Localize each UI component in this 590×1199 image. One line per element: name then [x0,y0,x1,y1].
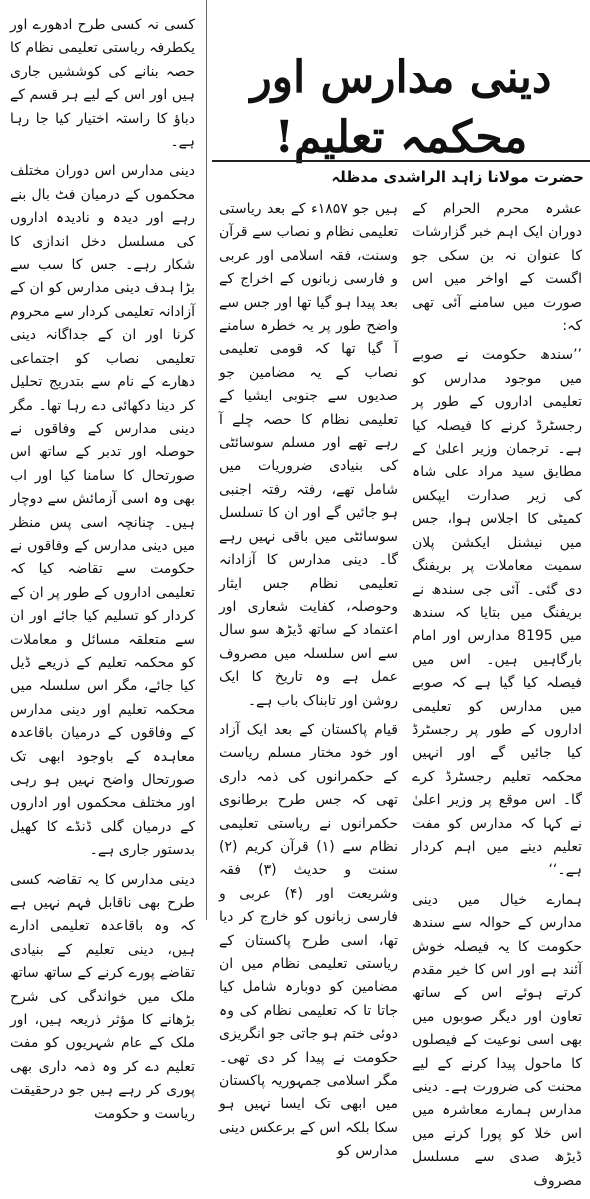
paragraph: قیام پاکستان کے بعد ایک آزاد اور خود مختار مسلم ریاست کے حکمرانوں کی ذمہ داری تھی کہ جس طرح برطانوی حکمرانوں نے ریاستی تعلیمی نظام سے (۱) قرآن کریم (۲) سنت و حدیث (۳) فقہ وشریعت اور (۴) عربی و فارسی زبانوں کو خارج کر دیا تھا، اسی طرح پاکستان کے ریاستی تعلیمی نظام میں ان مضامین کو دوبارہ شامل کیا جاتا تا کہ تعلیمی نظام کی وہ دوئی ختم ہو جاتی جو انگریزی حکومت نے پیدا کر دی تھی۔ مگر اسلامی جمہوریہ پاکستان میں ابھی تک ایسا نہیں ہو سکا بلکہ اس کے برعکس دینی مدارس کو [219,721,399,1160]
column-left [0,0,203,1122]
column-middle [211,0,406,1160]
article-headline: دینی مدارس اور محکمہ تعلیم! [250,52,552,163]
paragraph: دینی مدارس اس دوران مختلف محکموں کے درمیان فٹ بال بنے رہے اور دیدہ و نادیدہ اداروں کی مسلسل دخل اندازی کا شکار رہے۔ جس کا سب سے بڑا ہدف دینی مدارس کو ان کے آزادانہ تعلیمی کردار سے محروم کرنا اور ان کے جداگانہ دینی تعلیمی نصاب کو اجتماعی دھارے کے نام سے بتدریج تحلیل کر دینا دکھائی دے رہا تھا۔ مگر دینی مدارس کے وفاقوں نے حوصلہ اور تدبر کے ساتھ اس صورتحال کا سامنا کیا اور اب بھی وہ اسی آزمائش سے دوچار ہیں۔ چنانچہ اسی پس منظر میں دینی مدارس کے وفاقوں نے حکومت سے تقاضہ کیا کہ تعلیمی اداروں کے طور پر ان کے کردار کو تسلیم کیا جائے اور ان سے متعلقہ مسائل و معاملات کو محکمہ تعلیم کے ذریعے ڈیل کیا جائے، مگر اس سلسلہ میں محکمہ تعلیم اور دینی مدارس کے وفاقوں کے درمیان باقاعدہ معاہدہ کے باوجود ابھی تک صورتحال واضح نہیں ہو رہی اور مختلف محکموں اور اداروں کے درمیان گلی ڈنڈے کا کھیل بدستور جاری ہے۔ [10,163,195,859]
paragraph: دینی مدارس کا یہ تقاضہ کسی طرح بھی ناقابل فہم نہیں ہے کہ وہ باقاعدہ تعلیمی ادارے ہیں، دینی تعلیم کے بنیادی تقاضے پورے کرنے کے ساتھ ساتھ ملک میں خواندگی کی شرح بڑھانے کا مؤثر ذریعہ ہیں، اور ملک کے عام شہریوں کو مفت تعلیم دے کر وہ ذمہ داری بھی پوری کر رہے ہیں جو درحقیقت ریاست و حکومت [10,871,195,1122]
paragraph: ہیں جو ۱۸۵۷ء کے بعد ریاستی تعلیمی نظام و نصاب سے قرآن وسنت، فقہ اسلامی اور عربی و فارسی زبانوں کے اخراج کے بعد پیدا ہو گیا تھا اور جس سے واضح طور پر یہ خطرہ سامنے آ گیا تھا کہ قومی تعلیمی نصاب کے یہ مضامین جو صدیوں سے جنوبی ایشیا کے تعلیمی نظام کا حصہ چلے آ رہے تھے اور مسلم سوسائٹی کی بنیادی ضروریات میں شامل تھے، رفتہ رفتہ اجنبی ہو جائیں گے اور ان کا تسلسل سوسائٹی میں باقی نہیں رہے گا۔ دینی مدارس کا آزادانہ تعلیمی نظام جس ایثار وحوصلہ، کفایت شعاری اور اعتماد کے ساتھ ڈیڑھ سو سال سے اس سلسلہ میں مصروف عمل ہے وہ تاریخ کا ایک روشن اور تابناک باب ہے۔ [219,201,398,709]
column-right-text [412,198,582,1199]
paragraph: عشرہ محرم الحرام کے دوران ایک اہم خبر گزارشات کا عنوان نہ بن سکی جو اگست کے اواخر میں اس صورت میں سامنے آئی تھی کہ: [412,201,582,335]
paragraph: ’’سندھ حکومت نے صوبے میں موجود مدارس کو تعلیمی اداروں کے طور پر رجسٹرڈ کرنے کا فیصلہ کیا ہے۔ ترجمان وزیر اعلیٰ کے مطابق سید مراد علی شاہ کی زیر صدارت ایپکس کمیٹی کا اجلاس ہوا، جس میں نیشنل ایکشن پلان سمیت معاملات پر بریفنگ دی گئی۔ آئی جی سندھ نے بریفنگ میں بتایا کہ سندھ میں 8195 مدارس اور امام بارگاہیں ہیں۔ اس میں فیصلہ کیا گیا ہے کہ صوبے میں مدارس کو تعلیمی اداروں کے طور پر رجسٹرڈ کیا جائیں گے اور انہیں محکمہ تعلیم رجسٹرڈ کرے گا۔ اس موقع پر وزیر اعلیٰ نے کہا کہ مدارس کو مفت تعلیم دینے میں اہم کردار ہے۔‘‘ [412,347,582,879]
article-byline: حضرت مولانا زاہد الراشدی مدظلہ [331,168,584,186]
column-divider [206,0,207,920]
column-right [406,0,590,1189]
paragraph: ہمارے خیال میں دینی مدارس کے حوالہ سے سندھ حکومت کا یہ فیصلہ خوش آئند ہے اور اس کا خیر مقدم کرتے ہوئے اس کے ساتھ تعاون اور دیگر صوبوں میں بھی اسی نوعیت کے فیصلوں کا ماحول پیدا کرنے کے لیے محنت کی ضرورت ہے۔ دینی مدارس ہمارے معاشرہ میں اس خلا کو پورا کرنے میں ڈیڑھ صدی سے مسلسل مصروف [412,891,582,1189]
paragraph: کسی نہ کسی طرح ادھورے اور یکطرفہ ریاستی تعلیمی نظام کا حصہ بنانے کی کوششیں جاری ہیں اور اس کے لیے ہر قسم کے دباؤ کا راستہ اختیار کیا جا رہا ہے۔ [10,17,195,151]
column-middle-text [219,198,398,1170]
